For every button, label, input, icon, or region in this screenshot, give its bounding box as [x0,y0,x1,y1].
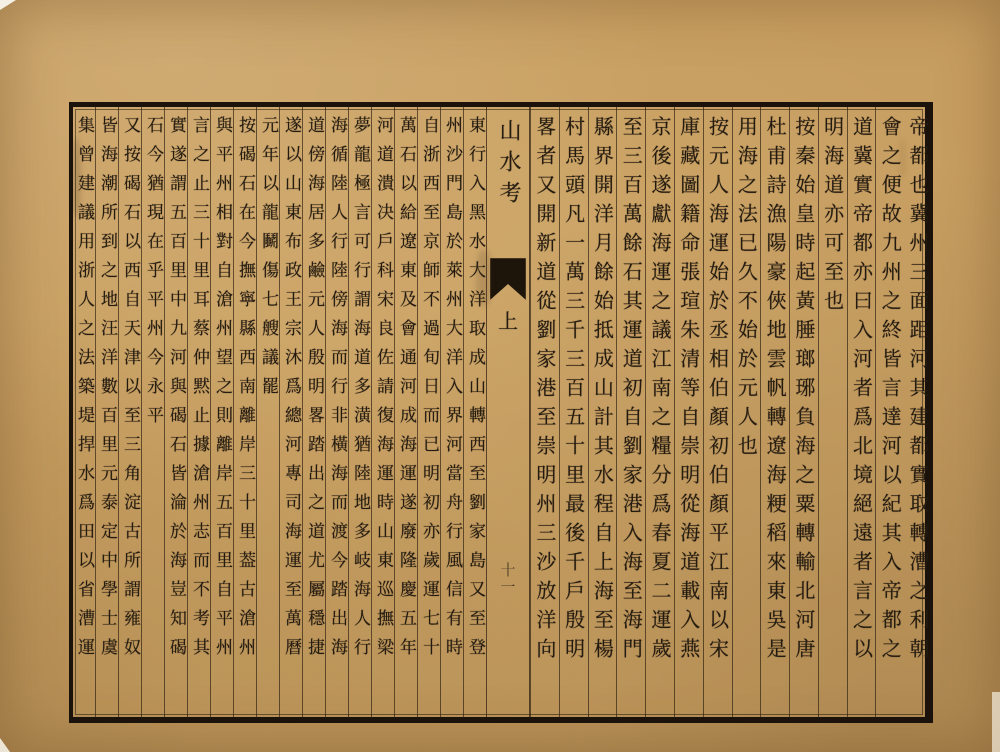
text-column: 按元人海運始於丞相伯顏初伯顏平江南以宋 [703,107,732,717]
scan-edge-artifact [992,692,1000,752]
text-column: 州沙門島於萊州大洋入界河當舟行風信有時 [440,107,463,717]
text-column: 言之止三十里耳蔡仲黙止據滄州志而不考其 [187,107,210,717]
text-column: 海循陸人行陸傍海而行非橫海而渡今踏出海 [325,107,348,717]
text-column: 京後遂獻海運之議江南之糧分爲春夏二運歲 [645,107,674,717]
text-column: 皆海潮所到之地汪洋數百里元泰定中學士虞 [95,107,118,717]
left-page [73,107,486,717]
text-column: 村馬頭凡一萬三千三百五十里最後千戶殷明 [559,107,588,717]
fishtail-icon [490,258,526,300]
text-column: 用海之法已久不始於元人也 [732,107,761,717]
page-number: 十一 [498,562,517,596]
text-column: 東行入黑水大洋取成山轉西至劉家島又至登 [463,107,486,717]
scan-corner-artifact [0,738,10,752]
text-column: 萬石以給遼東及會通河成海運遂廢隆慶五年 [394,107,417,717]
text-column: 實遂謂五百里中九河與碣石皆淪於海豈知碣 [164,107,187,717]
text-column: 縣界開洋月餘始抵成山計其水程自上海至楊 [588,107,617,717]
text-column: 河道潰决戶科宋良佐請復海運時山東巡撫梁 [371,107,394,717]
text-column: 自浙西至京師不過旬日而已明初亦歲運七十 [417,107,440,717]
page-frame [69,102,933,723]
text-column: 集曾建議用浙人之法築堤捍水爲田以省漕運 [74,116,94,667]
text-column: 遂以山東布政王宗沐爲總河專司海運至萬曆 [279,107,302,717]
text-column: 帝都也冀州三面距河其建都實取轉漕之利朝 [906,116,930,667]
text-column: 道冀實帝都亦曰入河者爲北境絕遠者言之以 [847,107,876,717]
ink-bleed-smudge [476,250,492,306]
text-column: 夢龍極言可行謂海道多潢猶陸地多岐海人行 [348,107,371,717]
center-fold-column [486,107,530,717]
text-column: 又按碣石以西自天津以至三角淀古所謂雍奴 [118,107,141,717]
text-column: 石今猶現在乎平州今永平 [141,107,164,717]
text-column: 至三百萬餘石其運道初自劉家港入海至海門 [616,107,645,717]
right-page [530,107,932,717]
text-column: 杜甫詩漁陽豪俠地雲帆轉遼海粳稻來東吳是 [760,107,789,717]
text-column: 道傍海居多鹼元人殷明畧踏出之道尤屬穩捷 [302,107,325,717]
book-title: 山水考 [496,119,521,212]
scan-corner-artifact [0,0,16,10]
text-column: 與平州相對自滄州望之則離岸五百里自平州 [210,107,233,717]
text-column: 畧者又開新道從劉家港至崇明州三沙放洋向 [530,107,559,717]
text-column: 按秦始皇時起黃腄瑯琊負海之粟轉輸北河唐 [789,107,818,717]
text-column: 元年以龍鬭傷七艘議罷 [256,107,279,717]
text-column: 按碣石在今撫寧縣西南離岸三十里葢古滄州 [233,107,256,717]
volume-marker: 上 [498,309,518,333]
text-column: 庫藏圖籍命張瑄朱清等自崇明從海道載入燕 [674,107,703,717]
text-column: 會之便故九州之終皆言達河以紀其入帝都之 [875,107,904,717]
text-column: 明海道亦可至也 [818,107,847,717]
